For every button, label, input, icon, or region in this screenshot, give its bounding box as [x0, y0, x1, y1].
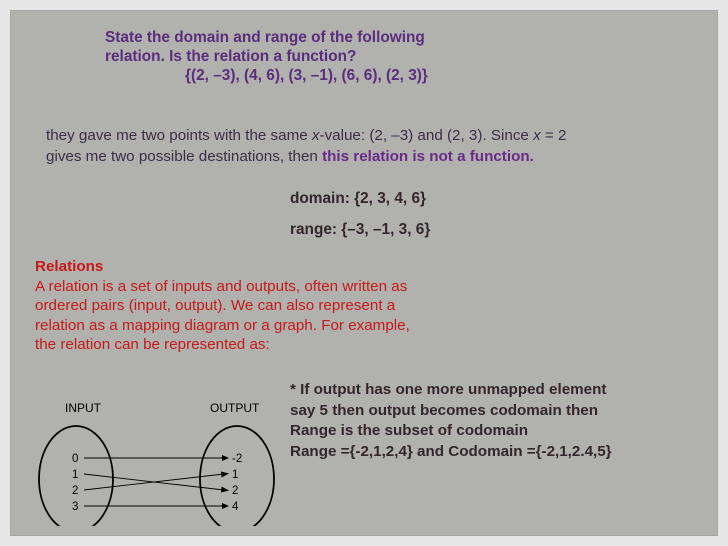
conclusion-text: this relation is not a function. [322, 147, 534, 165]
explanation-part-2: -value: (2, –3) and (2, 3). Since [319, 127, 534, 144]
range-text: range: {–3, –1, 3, 6} [290, 221, 431, 238]
arrowhead [222, 503, 229, 509]
output-label: OUTPUT [210, 401, 260, 415]
domain-text: domain: {2, 3, 4, 6} [290, 190, 426, 207]
codomain-note [290, 380, 710, 462]
relations-heading: Relations [35, 258, 104, 275]
input-value: 0 [72, 453, 79, 465]
relations-body: A relation is a set of inputs and outputs, often written as ordered pairs (input, output). We can also represent a relation as a mapping diagram or a graph. For example, the relation can be represented as: [35, 277, 410, 354]
note-line-3: Range is the subset of codomain [290, 422, 528, 440]
note-line-4: Range ={-2,1,2,4} and Codomain ={-2,1,2.4,5} [290, 442, 612, 460]
arrowhead [222, 455, 229, 461]
input-label: INPUT [65, 401, 101, 415]
output-value: 2 [232, 485, 239, 497]
arrowhead [221, 487, 229, 493]
note-line-2: say 5 then output becomes codomain then [290, 401, 599, 419]
explanation-part-3: = 2 gives me two possible destinations, then [46, 127, 567, 165]
slide [10, 10, 718, 536]
relations-section [35, 257, 430, 355]
x-variable: x [533, 127, 541, 144]
x-variable: x [311, 127, 320, 144]
question-title [105, 28, 525, 66]
output-value: 1 [232, 469, 239, 481]
relation-set: {(2, –3), (4, 6), (3, –1), (6, 6), (2, 3)} [185, 67, 428, 84]
note-line-1: * If output has one more unmapped element [290, 381, 607, 398]
question-line-2: relation. Is the relation a function? [105, 48, 357, 65]
arrowhead [221, 472, 229, 478]
question-line-1: State the domain and range of the following [105, 29, 425, 46]
input-value: 2 [72, 485, 79, 497]
output-value: 4 [232, 501, 239, 513]
mapping-diagram [32, 398, 282, 526]
explanation-text [46, 126, 576, 167]
output-value: -2 [232, 453, 243, 465]
input-value: 1 [72, 469, 79, 481]
input-value: 3 [72, 501, 79, 513]
explanation-part-1: they gave me two points with the same [46, 127, 312, 144]
